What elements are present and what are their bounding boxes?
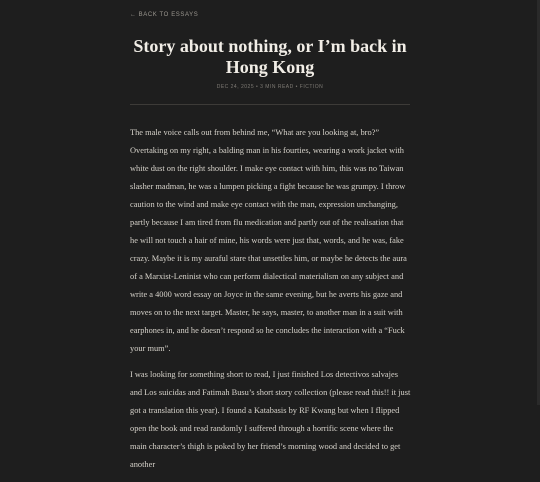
post-title: Story about nothing, or I’m back in Hong Kong [133,36,407,77]
arrow-left-icon: ← [130,12,137,18]
post-meta: DEC 24, 2025 • 3 MIN READ • FICTION [216,84,324,90]
back-to-essays-label: BACK TO ESSAYS [138,12,199,18]
post-body [130,124,412,482]
header-divider [130,104,410,105]
paragraph: The male voice calls out from behind me, “What are you looking at, bro?” Overtaking on my right, a balding man in his fourties, wearing a work jacket with white dust on the right shoulder. I make eye contact with him, this was no Taiwan slasher madman, he was a lumpen picking a fight because he was grumpy. I throw caution to the wind and make eye contact with the man, expression unchanging, partly because I am tired from flu medication and partly out of the realisation that he will not touch a hair of mine, his words were just that, words, and he was, fake crazy. Maybe it is my auraful stare that unsettles him, or maybe he detects the aura of a Marxist-Leninist who can perform dialectical materialism on any subject and write a 4000 word essay on Joyce in the same evening, but he averts his gaze and moves on to the next target. Master, he says, master, to another man in a suit with earphones in, and he doesn’t respond so he concludes the interaction with a “Fuck your mum”. [130,128,407,353]
back-to-essays-link[interactable] [130,12,198,18]
paragraph: I was looking for something short to read, I just finished Los detectivos salvajes and Los suicidas and Fatimah Busu’s short story collection (please read this!! it just got a translation this year). I found a Katabasis by RF Kwang but when I flipped open the book and read randomly I suffered through a horrific scene where the main character’s thigh is poked by her friend’s morning wood and decided to get another [130,370,411,469]
